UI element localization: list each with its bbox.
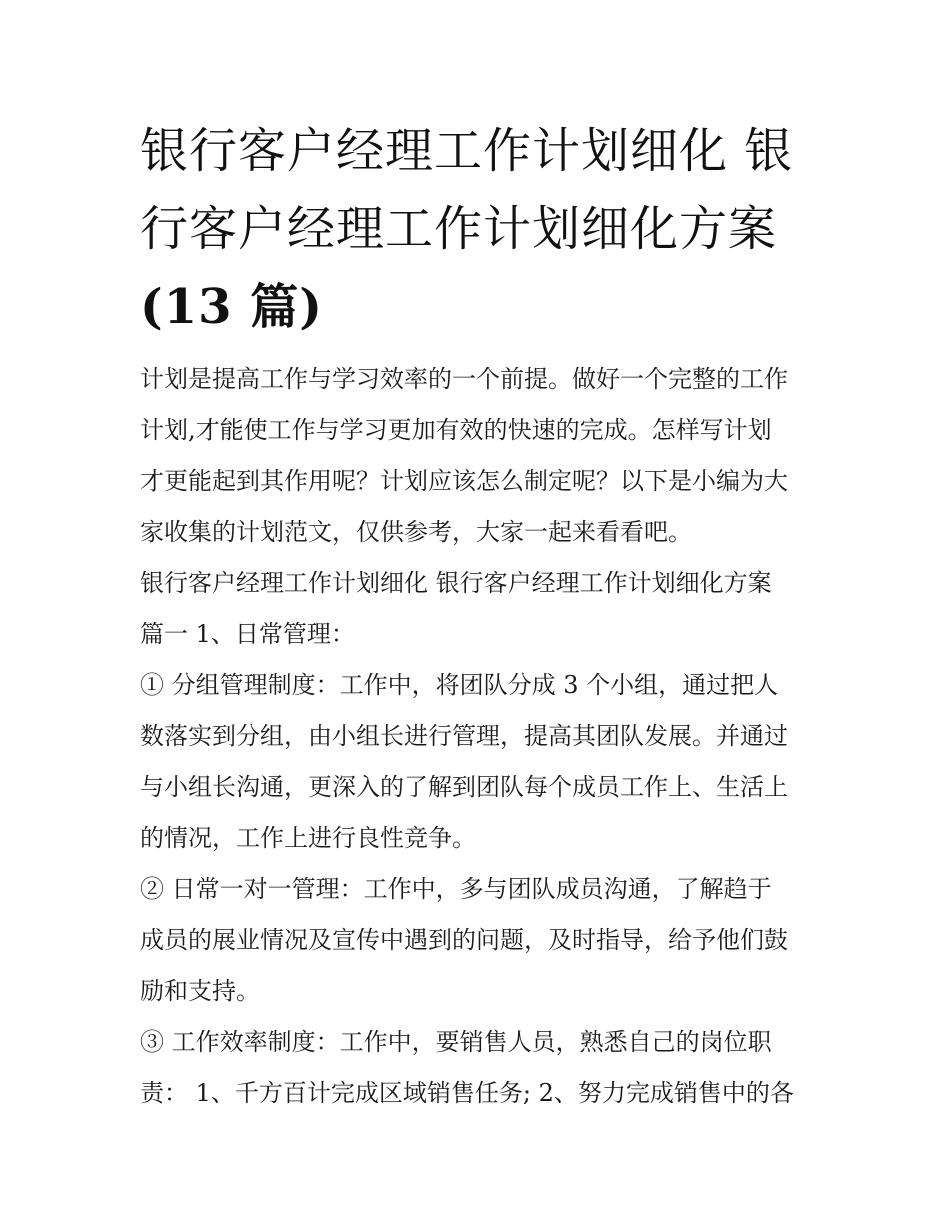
body-line: 才更能起到其作用呢？计划应该怎么制定呢？以下是小编为大 <box>140 467 788 495</box>
body-line: ① 分组管理制度：工作中，将团队分成 3 个小组，通过把人 <box>140 671 779 699</box>
body-line: 的情况，工作上进行良性竞争。 <box>140 824 476 852</box>
body-line: 与小组长沟通，更深入的了解到团队每个成员工作上、生活上 <box>140 773 788 801</box>
body-line: 计划是提高工作与学习效率的一个前提。做好一个完整的工作 <box>140 365 788 393</box>
title-line-3: (13 篇) <box>140 279 323 335</box>
body-line: 数落实到分组，由小组长进行管理，提高其团队发展。并通过 <box>140 722 788 750</box>
body-line: 成员的展业情况及宣传中遇到的问题，及时指导，给予他们鼓 <box>140 926 788 954</box>
body-line: 银行客户经理工作计划细化 银行客户经理工作计划细化方案 <box>140 569 772 597</box>
body-line: 家收集的计划范文，仅供参考，大家一起来看看吧。 <box>140 518 692 546</box>
body-line: 篇一 1、日常管理： <box>140 620 355 648</box>
body-line: 励和支持。 <box>140 977 260 1005</box>
body-line: 责： 1、千方百计完成区域销售任务; 2、努力完成销售中的各 <box>140 1079 794 1107</box>
title-line-1: 银行客户经理工作计划细化 银 <box>140 123 794 179</box>
body-line: ③ 工作效率制度：工作中，要销售人员，熟悉自己的岗位职 <box>140 1028 772 1056</box>
title-line-2: 行客户经理工作计划细化方案 <box>140 201 778 257</box>
body-line: ② 日常一对一管理：工作中，多与团队成员沟通，了解趋于 <box>140 875 772 903</box>
document-title <box>140 112 820 346</box>
document-body <box>140 354 830 1119</box>
body-line: 计划,才能使工作与学习更加有效的快速的完成。怎样写计划 <box>140 416 772 444</box>
